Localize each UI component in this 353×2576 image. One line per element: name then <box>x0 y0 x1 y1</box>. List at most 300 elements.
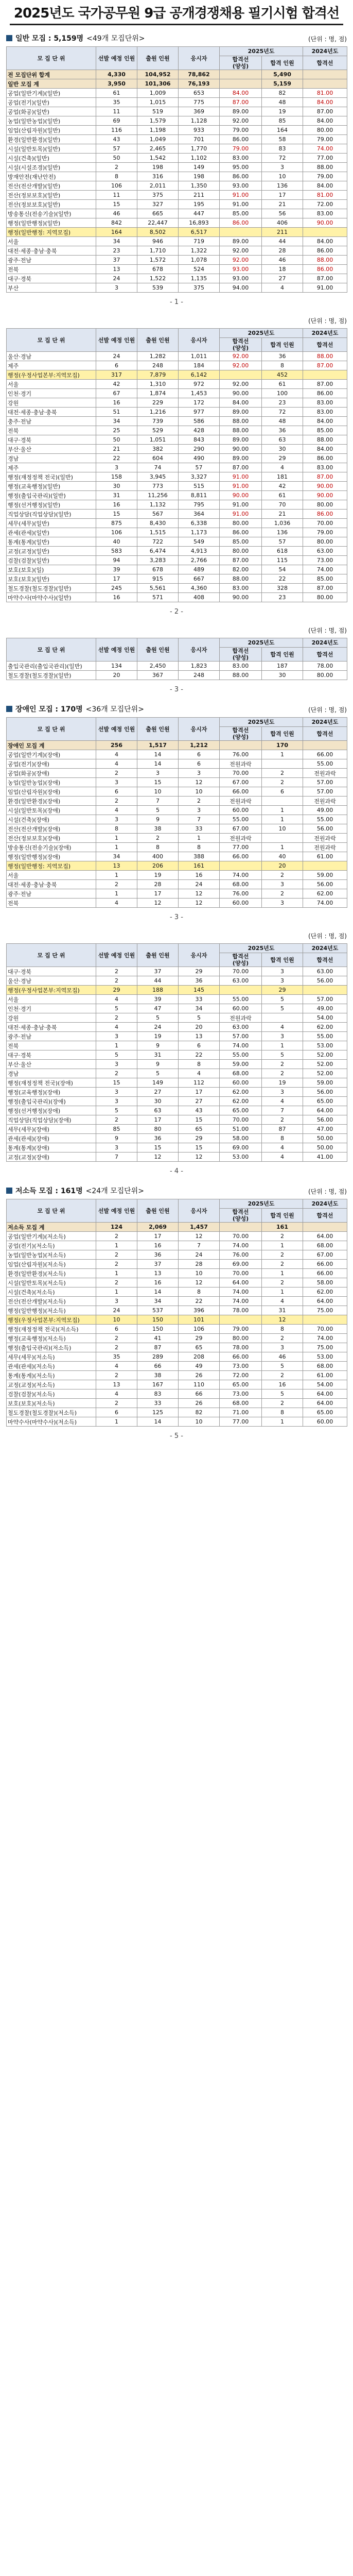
table-row <box>7 200 347 209</box>
cell-takers: 33 <box>179 824 220 834</box>
page-number: - 3 - <box>170 685 183 693</box>
cell-planned: 3 <box>96 1088 137 1097</box>
cell-applicants: 1,009 <box>137 89 179 98</box>
table-header-row <box>7 47 347 56</box>
cell-planned: 4 <box>96 1023 137 1032</box>
cell-planned: 29 <box>96 986 137 995</box>
cell-unit: 교정(교정)(저소득) <box>7 1380 96 1389</box>
cell-applicants: 1,522 <box>137 274 179 283</box>
cut-sub: (양성) <box>232 960 249 967</box>
cell-planned: 1 <box>96 1287 137 1297</box>
cell-passers: 164 <box>262 126 303 135</box>
unit-label: (단위 : 명, 점) <box>308 706 347 714</box>
cell-passers: 1 <box>262 1287 303 1297</box>
cell-passers: 31 <box>262 1306 303 1315</box>
cell-takers: 172 <box>179 398 220 408</box>
cell-cut-2025: 89.00 <box>220 408 262 417</box>
cell-takers: 211 <box>179 191 220 200</box>
cell-passers: 17 <box>262 191 303 200</box>
cell-cut-2024: 57.00 <box>303 778 347 787</box>
cell-cut-2024 <box>303 1223 347 1232</box>
table-row <box>7 796 347 806</box>
table-row <box>7 181 347 191</box>
cell-cut-2024: 85.00 <box>303 426 347 435</box>
cell-cut-2025: 76.00 <box>220 889 262 899</box>
cut-sub: (양성) <box>232 1215 249 1222</box>
table-row <box>7 89 347 98</box>
cell-passers: 6 <box>262 787 303 796</box>
header-name: 모 집 단 위 <box>7 47 96 70</box>
cell-planned: 3 <box>96 1032 137 1041</box>
cell-takers: 1,823 <box>179 662 220 671</box>
header-planned: 선발 예정 인원 <box>96 47 137 70</box>
cell-unit: 부산·울산 <box>7 1060 96 1069</box>
cell-cut-2025: 84.00 <box>220 89 262 98</box>
cell-takers: 775 <box>179 98 220 107</box>
cell-passers: 48 <box>262 417 303 426</box>
cell-cut-2025: 전원과락 <box>220 834 262 843</box>
table-row <box>7 435 347 445</box>
cell-cut-2024: 80.00 <box>303 537 347 547</box>
cell-unit: 경남 <box>7 454 96 463</box>
cell-unit: 장애인 모집 계 <box>7 741 96 750</box>
cell-applicants: 6,474 <box>137 547 179 556</box>
header-2024: 2024년도 <box>303 47 347 56</box>
cell-cut-2024: 49.00 <box>303 1004 347 1013</box>
cell-applicants: 22,447 <box>137 218 179 228</box>
cell-takers: 33 <box>179 995 220 1004</box>
cell-planned: 158 <box>96 472 137 482</box>
header-takers: 응시자 <box>179 1199 220 1223</box>
cell-takers: 8 <box>179 1060 220 1069</box>
table-row <box>7 778 347 787</box>
cell-cut-2025: 74.00 <box>220 1241 262 1250</box>
cell-unit: 공업(화공)(장애) <box>7 769 96 778</box>
cell-cut-2024: 56.00 <box>303 1088 347 1097</box>
results-table <box>6 943 347 1162</box>
table-row <box>7 408 347 417</box>
cell-takers: 15 <box>179 1143 220 1153</box>
cell-passers: 4 <box>262 463 303 472</box>
cell-planned: 134 <box>96 662 137 671</box>
cell-cut-2024 <box>303 986 347 995</box>
cell-cut-2024: 74.00 <box>303 144 347 154</box>
header-applicants: 출원 인원 <box>137 47 179 70</box>
cell-applicants: 14 <box>137 759 179 769</box>
cell-unit: 강원 <box>7 1013 96 1023</box>
cell-cut-2025: 90.00 <box>220 491 262 500</box>
table-row <box>7 126 347 135</box>
cell-takers: 195 <box>179 200 220 209</box>
cell-unit: 울산·경남 <box>7 976 96 986</box>
table-row <box>7 1153 347 1162</box>
cell-applicants: 1,132 <box>137 500 179 510</box>
cell-cut-2025: 74.00 <box>220 1041 262 1050</box>
page-number: - 1 - <box>170 298 183 306</box>
cell-unit: 행정(선거행정)(장애) <box>7 1106 96 1115</box>
cell-applicants: 316 <box>137 172 179 181</box>
cell-passers: 4 <box>262 1153 303 1162</box>
cell-cut-2024: 73.00 <box>303 556 347 565</box>
cell-passers: 27 <box>262 274 303 283</box>
cell-applicants: 1,572 <box>137 256 179 265</box>
cell-unit: 농업(일반농업)(장애) <box>7 778 96 787</box>
cell-cut-2025: 89.00 <box>220 435 262 445</box>
cell-cut-2024: 55.00 <box>303 759 347 769</box>
cell-unit: 공업(전기)(저소득) <box>7 1241 96 1250</box>
cell-applicants: 24 <box>137 1023 179 1032</box>
table-row <box>7 472 347 482</box>
cell-takers: 28 <box>179 1260 220 1269</box>
cell-cut-2024: 87.00 <box>303 584 347 593</box>
cell-cut-2025: 65.00 <box>220 1106 262 1115</box>
section-marker-icon <box>6 1188 12 1194</box>
cut-label: 합격선 <box>232 338 249 345</box>
cell-passers: 1 <box>262 1041 303 1050</box>
cell-unit: 공업(전기)(일반) <box>7 98 96 107</box>
table-row <box>7 1371 347 1380</box>
cell-unit: 행정(재정정책 전국)(저소득) <box>7 1325 96 1334</box>
cell-applicants: 229 <box>137 398 179 408</box>
cell-passers: 1 <box>262 1417 303 1427</box>
cut-sub: (양성) <box>232 654 249 661</box>
cell-takers: 12 <box>179 899 220 908</box>
cell-passers: 4 <box>262 1023 303 1032</box>
header-passers: 합격 인원 <box>262 56 303 70</box>
cell-takers: 8,811 <box>179 491 220 500</box>
cell-cut-2025: 67.00 <box>220 824 262 834</box>
cell-applicants: 12 <box>137 1153 179 1162</box>
cell-cut-2025: 87.00 <box>220 556 262 565</box>
cell-cut-2025: 89.00 <box>220 237 262 246</box>
cell-planned: 164 <box>96 228 137 237</box>
header-applicants: 출원 인원 <box>137 329 179 352</box>
cell-cut-2025: 87.00 <box>220 98 262 107</box>
cell-planned: 3 <box>96 1143 137 1153</box>
table-row <box>7 1143 347 1153</box>
cell-takers: 7 <box>179 815 220 824</box>
table-row <box>7 871 347 880</box>
cell-applicants: 39 <box>137 995 179 1004</box>
cell-passers: 3 <box>262 967 303 976</box>
cell-unit: 교정(교정)(장애) <box>7 1153 96 1162</box>
cell-takers: 290 <box>179 445 220 454</box>
table-row <box>7 1408 347 1417</box>
table-row <box>7 218 347 228</box>
cell-unit: 철도경찰(철도경찰)(일반) <box>7 671 96 680</box>
table-row <box>7 1343 347 1352</box>
cell-cut-2025 <box>220 228 262 237</box>
cell-cut-2024: 84.00 <box>303 116 347 126</box>
cell-cut-2024: 65.00 <box>303 1097 347 1106</box>
table-row <box>7 787 347 796</box>
cell-unit: 행정(일반행정)(일반) <box>7 218 96 228</box>
cell-cut-2025: 92.00 <box>220 380 262 389</box>
cell-applicants: 150 <box>137 1315 179 1325</box>
table-row <box>7 1106 347 1115</box>
header-applicants: 출원 인원 <box>137 718 179 741</box>
cell-takers: 388 <box>179 852 220 861</box>
cell-planned: 4 <box>96 750 137 759</box>
cell-takers: 5 <box>179 1013 220 1023</box>
cell-planned: 2 <box>96 880 137 889</box>
cell-takers: 65 <box>179 1125 220 1134</box>
cell-planned: 2 <box>96 1232 137 1241</box>
cell-cut-2024 <box>303 370 347 380</box>
cell-cut-2024: 74.00 <box>303 899 347 908</box>
cell-applicants: 34 <box>137 1297 179 1306</box>
cell-passers: 54 <box>262 565 303 574</box>
cell-planned: 4 <box>96 1362 137 1371</box>
cell-planned: 43 <box>96 135 137 144</box>
cell-planned: 1 <box>96 889 137 899</box>
table-row <box>7 1023 347 1032</box>
cell-unit: 행정(재정정책 전국)(장애) <box>7 1078 96 1088</box>
cell-unit: 공업(일반기계)(장애) <box>7 750 96 759</box>
page-number: - 3 - <box>170 913 183 921</box>
cell-applicants: 38 <box>137 824 179 834</box>
header-cut-2025 <box>220 338 262 352</box>
cell-cut-2025 <box>220 861 262 871</box>
cell-cut-2025: 82.00 <box>220 565 262 574</box>
header-2024: 2024년도 <box>303 1199 347 1209</box>
table-row <box>7 283 347 293</box>
table-row <box>7 237 347 246</box>
cell-unit: 행정(일반행정)(장애) <box>7 852 96 861</box>
cell-cut-2025: 63.00 <box>220 976 262 986</box>
table-row <box>7 1050 347 1060</box>
page-number: - 4 - <box>170 1167 183 1175</box>
cell-takers: 184 <box>179 361 220 370</box>
cell-cut-2025: 59.00 <box>220 1060 262 1069</box>
table-row <box>7 1125 347 1134</box>
cell-cut-2024: 61.00 <box>303 1371 347 1380</box>
header-cut-2024: 합격선 <box>303 338 347 352</box>
cell-unit: 통계(통계)(장애) <box>7 1143 96 1153</box>
cell-takers: 49 <box>179 1362 220 1371</box>
cell-takers: 1,102 <box>179 154 220 163</box>
cell-cut-2025: 88.00 <box>220 574 262 584</box>
cell-cut-2024: 83.00 <box>303 398 347 408</box>
cell-applicants: 915 <box>137 574 179 584</box>
cell-passers: 5 <box>262 1389 303 1399</box>
header-applicants: 출원 인원 <box>137 944 179 967</box>
cell-unit: 직업상담(직업상담)(일반) <box>7 510 96 519</box>
cell-applicants: 539 <box>137 283 179 293</box>
cell-planned: 116 <box>96 126 137 135</box>
cell-passers: 29 <box>262 454 303 463</box>
cell-passers: 5 <box>262 995 303 1004</box>
cell-cut-2024: 56.00 <box>303 880 347 889</box>
cell-planned: 6 <box>96 1408 137 1417</box>
cell-cut-2024: 62.00 <box>303 1287 347 1297</box>
cell-planned: 40 <box>96 537 137 547</box>
cell-unit: 방송통신(전송기술)(일반) <box>7 209 96 218</box>
cell-planned: 50 <box>96 435 137 445</box>
cell-planned: 16 <box>96 500 137 510</box>
cell-cut-2025: 69.00 <box>220 1143 262 1153</box>
cell-planned: 2 <box>96 1250 137 1260</box>
table-row <box>7 1232 347 1241</box>
cell-planned: 8 <box>96 824 137 834</box>
table-row <box>7 172 347 181</box>
cell-cut-2025: 55.00 <box>220 1050 262 1060</box>
header-name: 모 집 단 위 <box>7 329 96 352</box>
table-row <box>7 1334 347 1343</box>
cell-cut-2024: 56.00 <box>303 1115 347 1125</box>
cell-cut-2025 <box>220 1315 262 1325</box>
section-subtitle: <49개 모집단위> <box>86 35 145 43</box>
cell-planned: 4 <box>96 806 137 815</box>
header-passers: 합격 인원 <box>262 338 303 352</box>
cell-planned: 3 <box>96 1097 137 1106</box>
cell-applicants: 367 <box>137 671 179 680</box>
cell-takers: 1,770 <box>179 144 220 154</box>
cell-passers: 181 <box>262 472 303 482</box>
table-row <box>7 769 347 778</box>
cell-cut-2025 <box>220 741 262 750</box>
cell-cut-2024: 52.00 <box>303 1050 347 1060</box>
cell-takers: 198 <box>179 172 220 181</box>
cell-unit: 행정(교육행정)(장애) <box>7 1088 96 1097</box>
table-row <box>7 662 347 671</box>
cell-cut-2024: 55.00 <box>303 1032 347 1041</box>
cell-unit: 광주·전남 <box>7 1032 96 1041</box>
cell-planned: 106 <box>96 181 137 191</box>
cell-planned: 1 <box>96 1041 137 1050</box>
cell-unit: 대전·세종·충남·충북 <box>7 246 96 256</box>
cell-passers: 44 <box>262 237 303 246</box>
results-table <box>6 638 347 680</box>
cell-passers: 2 <box>262 1371 303 1380</box>
cell-applicants: 31 <box>137 1050 179 1060</box>
table-row <box>7 1399 347 1408</box>
cell-unit: 인천·경기 <box>7 1004 96 1013</box>
table-row <box>7 574 347 584</box>
table-row <box>7 843 347 852</box>
cell-unit: 대구·경북 <box>7 1050 96 1060</box>
cell-unit: 공업(화공)(일반) <box>7 107 96 116</box>
table-header-row <box>7 1199 347 1209</box>
cell-cut-2024: 90.00 <box>303 491 347 500</box>
cell-passers: 136 <box>262 181 303 191</box>
cell-unit: 임업(산림자원)(장애) <box>7 787 96 796</box>
header-cut-2025 <box>220 953 262 967</box>
cell-unit: 서울 <box>7 380 96 389</box>
cell-cut-2025: 51.00 <box>220 1125 262 1134</box>
table-header-row <box>7 329 347 338</box>
cell-cut-2025: 86.00 <box>220 135 262 144</box>
cell-unit: 시설(시설조경)(일반) <box>7 163 96 172</box>
table-row <box>7 228 347 237</box>
cell-unit: 부산 <box>7 283 96 293</box>
cell-cut-2024: 88.00 <box>303 435 347 445</box>
table-row <box>7 852 347 861</box>
cell-cut-2025: 64.00 <box>220 1278 262 1287</box>
section-subtitle: <36개 모집단위> <box>85 705 144 714</box>
cell-takers: 43 <box>179 1106 220 1115</box>
cell-passers: 72 <box>262 154 303 163</box>
cell-takers: 78,862 <box>179 70 220 79</box>
table-row <box>7 528 347 537</box>
cell-cut-2025: 83.00 <box>220 662 262 671</box>
table-row <box>7 463 347 472</box>
table-row <box>7 547 347 556</box>
header-applicants: 출원 인원 <box>137 638 179 662</box>
section-header <box>6 704 347 714</box>
cell-passers: 5,159 <box>262 79 303 89</box>
cell-planned: 4 <box>96 995 137 1004</box>
cell-planned: 34 <box>96 417 137 426</box>
cell-cut-2025: 76.00 <box>220 1250 262 1260</box>
cell-planned: 11 <box>96 191 137 200</box>
cell-planned: 61 <box>96 89 137 98</box>
cell-unit: 통계(통계)(저소득) <box>7 1371 96 1380</box>
cell-applicants: 80 <box>137 1125 179 1134</box>
cell-unit: 대전·세종·충남·충북 <box>7 1023 96 1032</box>
cell-planned: 35 <box>96 1352 137 1362</box>
cell-cut-2025: 91.00 <box>220 510 262 519</box>
cell-passers: 21 <box>262 200 303 209</box>
section-title: 저소득 모집 : 161명 <box>15 1187 83 1195</box>
cell-applicants: 1,542 <box>137 154 179 163</box>
cell-cut-2025: 67.00 <box>220 778 262 787</box>
cell-cut-2024: 56.00 <box>303 976 347 986</box>
header-2024: 2024년도 <box>303 638 347 648</box>
cell-applicants: 11,256 <box>137 491 179 500</box>
table-row <box>7 741 347 750</box>
table-row <box>7 70 347 79</box>
cell-unit: 관세(관세)(장애) <box>7 1134 96 1143</box>
cell-takers: 2,766 <box>179 556 220 565</box>
cell-takers: 719 <box>179 237 220 246</box>
table-row <box>7 1223 347 1232</box>
cell-planned: 245 <box>96 584 137 593</box>
cell-passers: 3 <box>262 899 303 908</box>
cell-cut-2025: 90.00 <box>220 389 262 398</box>
cell-applicants: 327 <box>137 200 179 209</box>
cell-unit: 행정(교육행정)(저소득) <box>7 1334 96 1343</box>
table-row <box>7 256 347 265</box>
cell-unit: 대전·세종·충남·충북 <box>7 408 96 417</box>
cell-takers: 110 <box>179 1380 220 1389</box>
unit-label: (단위 : 명, 점) <box>308 317 347 325</box>
cell-cut-2024: 84.00 <box>303 98 347 107</box>
cell-cut-2024: 49.00 <box>303 806 347 815</box>
cell-passers: 18 <box>262 265 303 274</box>
cell-passers: 23 <box>262 593 303 602</box>
table-row <box>7 1134 347 1143</box>
cell-planned: 2 <box>96 1399 137 1408</box>
cell-applicants: 17 <box>137 1115 179 1125</box>
header-planned: 선발 예정 인원 <box>96 944 137 967</box>
cell-planned: 3 <box>96 463 137 472</box>
cell-takers: 1,128 <box>179 116 220 126</box>
cell-planned: 2 <box>96 1371 137 1380</box>
cell-applicants: 375 <box>137 191 179 200</box>
cell-planned: 5 <box>96 1050 137 1060</box>
cell-cut-2025: 80.00 <box>220 519 262 528</box>
cell-cut-2024: 86.00 <box>303 454 347 463</box>
cell-passers: 2 <box>262 1334 303 1343</box>
cell-cut-2025: 71.00 <box>220 1408 262 1417</box>
cell-cut-2024 <box>303 861 347 871</box>
cell-passers: 21 <box>262 510 303 519</box>
cell-unit: 인천·경기 <box>7 389 96 398</box>
page-unit-header <box>6 316 347 325</box>
cut-label: 합격선 <box>232 648 249 654</box>
table-row <box>7 491 347 500</box>
